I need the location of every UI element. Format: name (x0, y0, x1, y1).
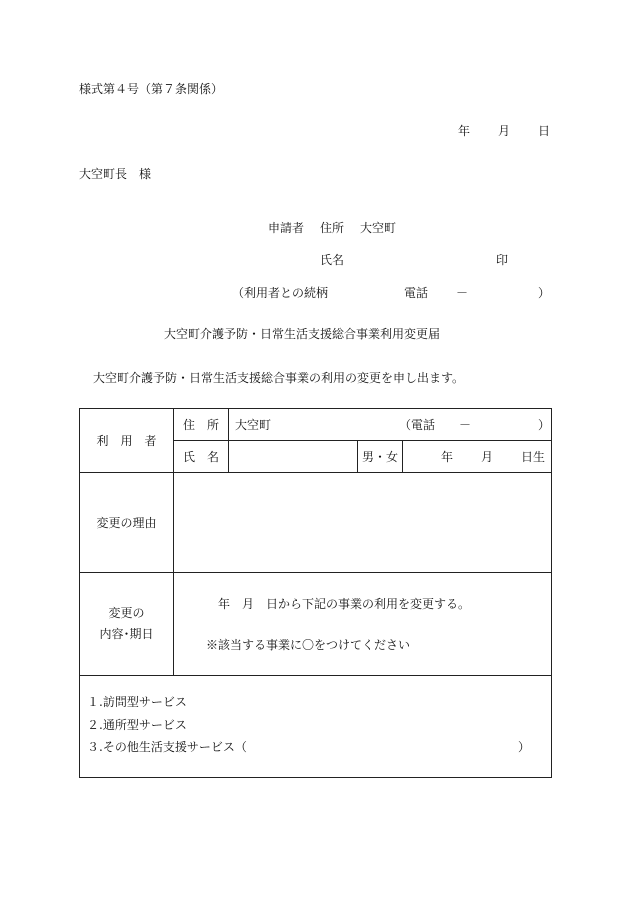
applicant-label: 申請者 (268, 221, 305, 235)
applicant-name-label: 氏名 (320, 253, 345, 267)
change-label-line1: 変更の (108, 606, 145, 620)
form-number: 様式第４号（第７条関係） (79, 82, 224, 96)
reason-field[interactable] (174, 473, 552, 573)
relation-label: （利用者との続柄 (232, 286, 329, 300)
service-item-daycare[interactable]: ２.通所型サービス (87, 718, 187, 732)
user-name-label: 氏 名 (174, 441, 229, 473)
applicant-phone-dash: － (456, 286, 469, 300)
user-address-value: 大空町 (235, 418, 272, 432)
change-content-cell[interactable] (174, 573, 552, 676)
change-note: ※該当する事業に〇をつけてください (206, 638, 411, 652)
intro-text: 大空町介護予防・日常生活支援総合事業の利用の変更を申し出ます。 (93, 371, 465, 385)
user-label: 利 用 者 (80, 409, 174, 473)
seal-mark: 印 (496, 253, 509, 267)
service-item-other[interactable]: ３.その他生活支援サービス（ (87, 740, 247, 754)
change-label-line2: 内容･期日 (99, 627, 154, 641)
birthdate-cell[interactable] (403, 441, 552, 473)
applicant-phone-label: 電話 (404, 286, 429, 300)
date-month-label: 月 (498, 124, 511, 138)
service-item-visit[interactable]: １.訪問型サービス (87, 695, 187, 709)
applicant-address-value: 大空町 (360, 221, 397, 235)
change-date-text: 年 月 日から下記の事業の利用を変更する。 (218, 597, 471, 611)
reason-label: 変更の理由 (80, 473, 174, 573)
date-year-label: 年 (458, 124, 471, 138)
services-cell (80, 676, 552, 778)
date-day-label: 日 (538, 124, 551, 138)
services-close-paren: ） (518, 740, 531, 754)
birth-month-label: 月 (481, 450, 494, 464)
change-label (80, 573, 174, 676)
user-phone-label: （電話 (399, 418, 436, 432)
user-phone-close: ） (538, 418, 551, 432)
gender-select[interactable]: 男・女 (358, 441, 403, 473)
relation-close: ） (538, 286, 551, 300)
document-title: 大空町介護予防・日常生活支援総合事業利用変更届 (164, 327, 441, 341)
user-address-cell[interactable] (229, 409, 552, 441)
user-address-label: 住 所 (174, 409, 229, 441)
applicant-address-label: 住所 (320, 221, 345, 235)
birth-year-label: 年 (441, 450, 454, 464)
user-name-field[interactable] (229, 441, 358, 473)
user-phone-dash: － (459, 418, 472, 432)
form-table (79, 408, 552, 778)
addressee: 大空町長 様 (79, 167, 152, 181)
birth-day-label: 日生 (521, 450, 546, 464)
